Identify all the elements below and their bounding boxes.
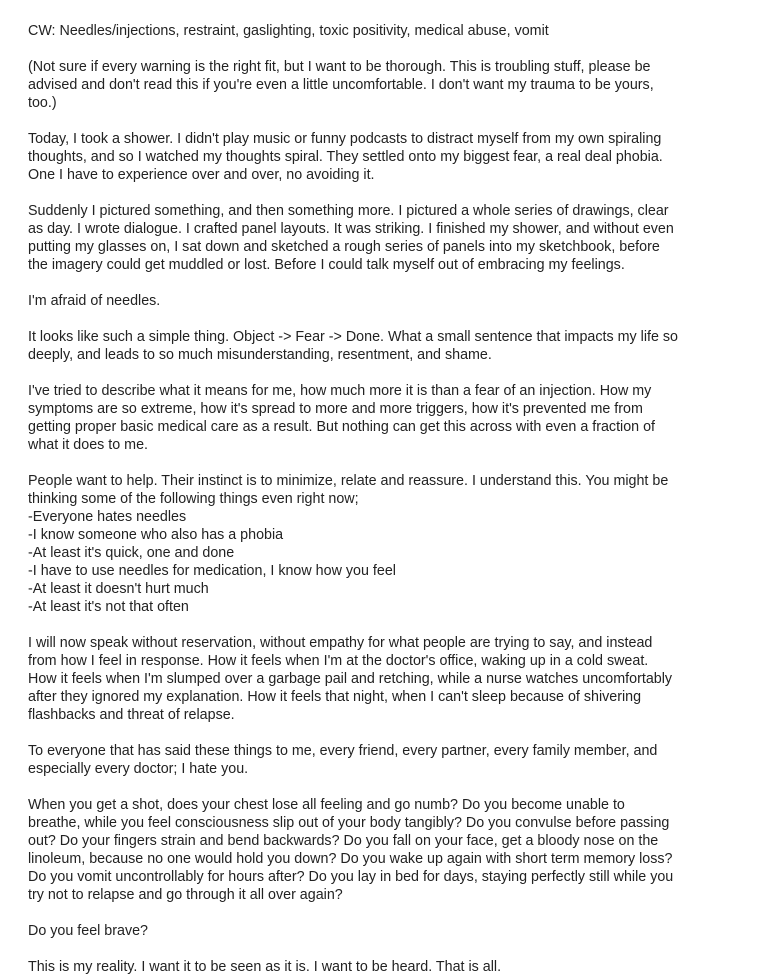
text-line: as day. I wrote dialogue. I crafted panel layouts. It was striking. I finished my shower, and without even	[28, 221, 674, 237]
text-line: Today, I took a shower. I didn't play music or funny podcasts to distract myself from my own spiraling	[28, 131, 662, 147]
text-line: -I know someone who also has a phobia	[28, 527, 284, 543]
text-line: try not to relapse and go through it all over again?	[28, 887, 343, 903]
paragraph	[28, 202, 768, 274]
paragraph	[28, 292, 768, 310]
text-line: what it does to me.	[28, 437, 148, 453]
paragraph	[28, 130, 768, 184]
text-line: linoleum, because no one would hold you down? Do you wake up again with short term memory loss?	[28, 851, 673, 867]
paragraph	[28, 958, 768, 976]
text-line: out? Do your fingers strain and bend backwards? Do you fall on your face, get a bloody nose on the	[28, 833, 659, 849]
paragraph	[28, 472, 768, 616]
text-line: I will now speak without reservation, without empathy for what people are trying to say, and instead	[28, 635, 653, 651]
text-line: after they ignored my explanation. How it feels that night, when I can't sleep because of shivering	[28, 689, 642, 705]
text-line: getting proper basic medical care as a result. But nothing can get this across with even a fraction of	[28, 419, 656, 435]
text-line: too.)	[28, 95, 57, 111]
text-line: When you get a shot, does your chest lose all feeling and go numb? Do you become unable to	[28, 797, 625, 813]
text-line: It looks like such a simple thing. Object -> Fear -> Done. What a small sentence that impacts my life so	[28, 329, 678, 345]
paragraph	[28, 922, 768, 940]
text-line: the imagery could get muddled or lost. Before I could talk myself out of embracing my feelings.	[28, 257, 625, 273]
post-body	[28, 22, 768, 976]
paragraph	[28, 796, 768, 904]
paragraph	[28, 328, 768, 364]
text-line: from how I feel in response. How it feels when I'm at the doctor's office, waking up in a cold sweat.	[28, 653, 649, 669]
text-line: One I have to experience over and over, no avoiding it.	[28, 167, 375, 183]
text-line: I've tried to describe what it means for me, how much more it is than a fear of an injection. How my	[28, 383, 652, 399]
text-line: Do you feel brave?	[28, 923, 149, 939]
text-line: -At least it's quick, one and done	[28, 545, 235, 561]
text-line: CW: Needles/injections, restraint, gaslighting, toxic positivity, medical abuse, vomit	[28, 23, 549, 39]
text-line: Do you vomit uncontrollably for hours after? Do you lay in bed for days, staying perfectly still while you	[28, 869, 674, 885]
text-line: advised and don't read this if you're even a little uncomfortable. I don't want my trauma to be yours,	[28, 77, 654, 93]
paragraph	[28, 634, 768, 724]
text-line: deeply, and leads to so much misunderstanding, resentment, and shame.	[28, 347, 492, 363]
paragraph	[28, 22, 768, 40]
paragraph	[28, 58, 768, 112]
text-line: (Not sure if every warning is the right fit, but I want to be thorough. This is troubling stuff, please be	[28, 59, 651, 75]
text-line: I'm afraid of needles.	[28, 293, 161, 309]
paragraph	[28, 742, 768, 778]
text-line: People want to help. Their instinct is to minimize, relate and reassure. I understand this. You might be	[28, 473, 669, 489]
text-line: thoughts, and so I watched my thoughts spiral. They settled onto my biggest fear, a real deal phobia.	[28, 149, 663, 165]
text-line: To everyone that has said these things to me, every friend, every partner, every family member, and	[28, 743, 658, 759]
text-line: symptoms are so extreme, how it's spread to more and more triggers, how it's prevented me from	[28, 401, 643, 417]
text-line: flashbacks and threat of relapse.	[28, 707, 235, 723]
text-line: -At least it doesn't hurt much	[28, 581, 209, 597]
text-line: This is my reality. I want it to be seen as it is. I want to be heard. That is all.	[28, 959, 502, 975]
text-line: -I have to use needles for medication, I know how you feel	[28, 563, 396, 579]
paragraph	[28, 382, 768, 454]
text-line: -Everyone hates needles	[28, 509, 187, 525]
text-line: How it feels when I'm slumped over a garbage pail and retching, while a nurse watches uncomfortably	[28, 671, 673, 687]
text-line: putting my glasses on, I sat down and sketched a rough series of panels into my sketchbook, before	[28, 239, 660, 255]
text-line: thinking some of the following things even right now;	[28, 491, 359, 507]
text-line: especially every doctor; I hate you.	[28, 761, 249, 777]
text-line: breathe, while you feel consciousness slip out of your body tangibly? Do you convulse before passing	[28, 815, 670, 831]
text-line: -At least it's not that often	[28, 599, 189, 615]
text-line: Suddenly I pictured something, and then something more. I pictured a whole series of drawings, clear	[28, 203, 669, 219]
